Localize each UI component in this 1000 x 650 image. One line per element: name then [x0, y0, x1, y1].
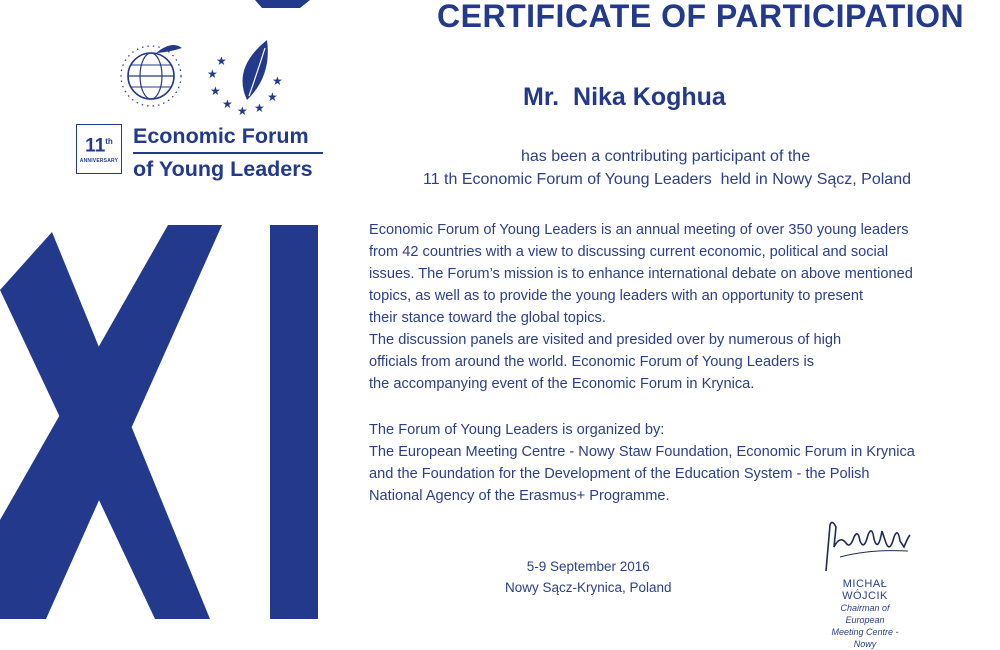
signer-title: Chairman of European: [840, 603, 890, 625]
description-line: The discussion panels are visited and presided over by numerous of high: [369, 332, 842, 348]
recipient-name: Mr. Nika Koghua: [523, 83, 726, 111]
svg-text:★: ★: [216, 54, 227, 68]
organizers-line: National Agency of the Erasmus+ Programme.: [369, 488, 670, 504]
globe-logo-icon: [121, 45, 182, 106]
signer-block: [820, 578, 910, 650]
handwritten-signature: [820, 517, 915, 575]
organizers-paragraph: [369, 419, 915, 507]
signer-name: MICHAŁ WÓJCIK: [842, 578, 888, 602]
svg-text:★: ★: [272, 74, 283, 88]
top-corner-shape: [255, 0, 310, 8]
event-date: 5-9 September 2016: [526, 559, 650, 574]
leaf-stars-logo-icon: [207, 40, 283, 116]
certificate-title: CERTIFICATE OF PARTICIPATION: [437, 0, 965, 34]
anniversary-badge: [76, 124, 122, 174]
svg-text:★: ★: [222, 97, 233, 111]
description-line: the accompanying event of the Economic Forum in Krynica.: [369, 376, 755, 392]
svg-text:★: ★: [210, 84, 221, 98]
svg-text:★: ★: [267, 90, 278, 104]
event-date-place: [505, 556, 672, 598]
anniversary-number: 11th: [85, 135, 113, 157]
anniversary-label: ANNIVERSARY: [79, 158, 119, 165]
description-line: from 42 countries with a view to discussing current economic, political and social: [369, 244, 889, 260]
forum-name-divider: [133, 152, 323, 154]
forum-logos: [112, 38, 292, 116]
statement-line-1: has been a contributing participant of the: [521, 148, 811, 165]
svg-text:★: ★: [207, 67, 218, 81]
organizers-line: The Forum of Young Leaders is organized by:: [369, 422, 665, 438]
organizers-line: The European Meeting Centre - Nowy Staw Foundation, Economic Forum in Krynica: [369, 444, 915, 460]
svg-text:★: ★: [237, 104, 248, 116]
description-line: Economic Forum of Young Leaders is an annual meeting of over 350 young leaders: [369, 222, 909, 238]
statement-line-2: 11 th Economic Forum of Young Leaders held in Nowy Sącz, Poland: [423, 171, 911, 188]
forum-description: [369, 219, 913, 395]
forum-name-line2: of Young Leaders: [133, 157, 313, 181]
organizers-line: and the Foundation for the Development of the Education System - the Polish: [369, 466, 870, 482]
description-line: issues. The Forum’s mission is to enhance international debate on above mentioned: [369, 266, 913, 282]
svg-text:★: ★: [254, 101, 265, 115]
description-line: officials from around the world. Economic Forum of Young Leaders is: [369, 354, 815, 370]
event-place: Nowy Sącz-Krynica, Poland: [505, 580, 672, 595]
i-stroke: [270, 225, 318, 619]
forum-name-line1: Economic Forum: [133, 124, 309, 148]
signer-title: Meeting Centre - Nowy: [831, 627, 899, 649]
description-line: topics, as well as to provide the young leaders with an opportunity to present: [369, 288, 864, 304]
description-line: their stance toward the global topics.: [369, 310, 606, 326]
